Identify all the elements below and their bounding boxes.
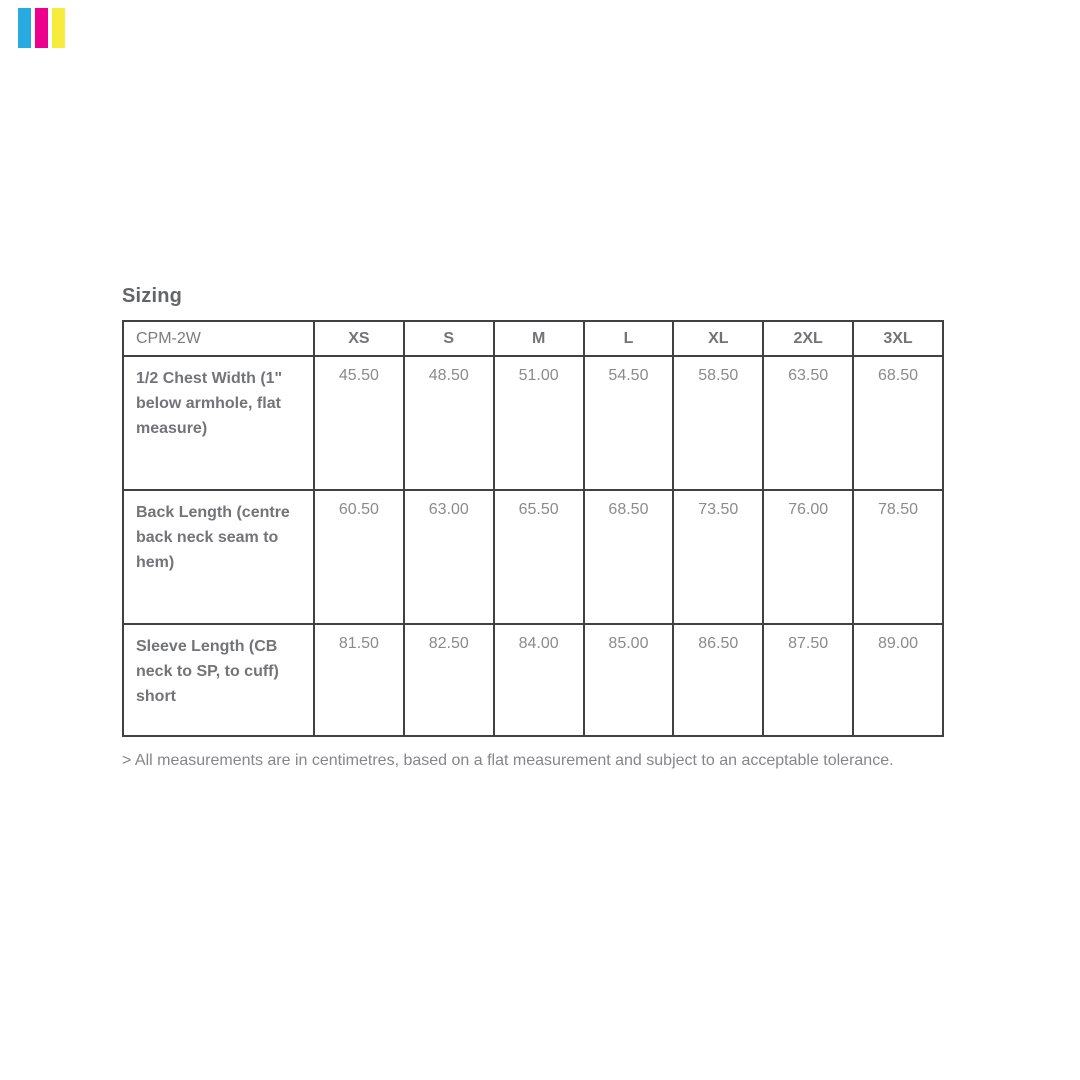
logo-bar-yellow-icon bbox=[52, 8, 65, 48]
table-header-row bbox=[123, 321, 943, 356]
sizing-table-head bbox=[123, 321, 943, 356]
measurement-value: 63.50 bbox=[763, 356, 853, 490]
product-code-cell: CPM-2W bbox=[123, 321, 314, 356]
section-title: Sizing bbox=[122, 285, 183, 307]
table-row-chest-width bbox=[123, 356, 943, 490]
measurement-value: 54.50 bbox=[584, 356, 674, 490]
measurement-value: 45.50 bbox=[314, 356, 404, 490]
size-header-2xl: 2XL bbox=[763, 321, 853, 356]
size-header-xl: XL bbox=[673, 321, 763, 356]
measurement-value: 84.00 bbox=[494, 624, 584, 736]
measurement-value: 51.00 bbox=[494, 356, 584, 490]
measurement-value: 73.50 bbox=[673, 490, 763, 624]
measurement-value: 86.50 bbox=[673, 624, 763, 736]
measurement-value: 87.50 bbox=[763, 624, 853, 736]
measurement-value: 82.50 bbox=[404, 624, 494, 736]
table-row-sleeve-length bbox=[123, 624, 943, 736]
measurement-label: Sleeve Length (CB neck to SP, to cuff) short bbox=[123, 624, 314, 736]
logo-bar-cyan-icon bbox=[18, 8, 31, 48]
measurement-value: 78.50 bbox=[853, 490, 943, 624]
table-row-back-length bbox=[123, 490, 943, 624]
measurement-value: 68.50 bbox=[853, 356, 943, 490]
measurement-value: 81.50 bbox=[314, 624, 404, 736]
measurement-value: 48.50 bbox=[404, 356, 494, 490]
sizing-section bbox=[122, 285, 944, 770]
measurement-label: Back Length (centre back neck seam to hem) bbox=[123, 490, 314, 624]
size-header-xs: XS bbox=[314, 321, 404, 356]
sizing-table bbox=[122, 320, 944, 737]
size-header-l: L bbox=[584, 321, 674, 356]
measurement-footnote: > All measurements are in centimetres, based on a flat measurement and subject to an acceptable tolerance. bbox=[122, 752, 894, 769]
measurement-value: 89.00 bbox=[853, 624, 943, 736]
measurement-value: 68.50 bbox=[584, 490, 674, 624]
measurement-value: 76.00 bbox=[763, 490, 853, 624]
measurement-value: 85.00 bbox=[584, 624, 674, 736]
sizing-table-body bbox=[123, 356, 943, 736]
logo-bar-magenta-icon bbox=[35, 8, 48, 48]
measurement-value: 58.50 bbox=[673, 356, 763, 490]
size-header-s: S bbox=[404, 321, 494, 356]
measurement-value: 65.50 bbox=[494, 490, 584, 624]
measurement-value: 60.50 bbox=[314, 490, 404, 624]
brand-logo bbox=[18, 8, 65, 48]
measurement-value: 63.00 bbox=[404, 490, 494, 624]
size-header-3xl: 3XL bbox=[853, 321, 943, 356]
size-header-m: M bbox=[494, 321, 584, 356]
measurement-label: 1/2 Chest Width (1" below armhole, flat measure) bbox=[123, 356, 314, 490]
